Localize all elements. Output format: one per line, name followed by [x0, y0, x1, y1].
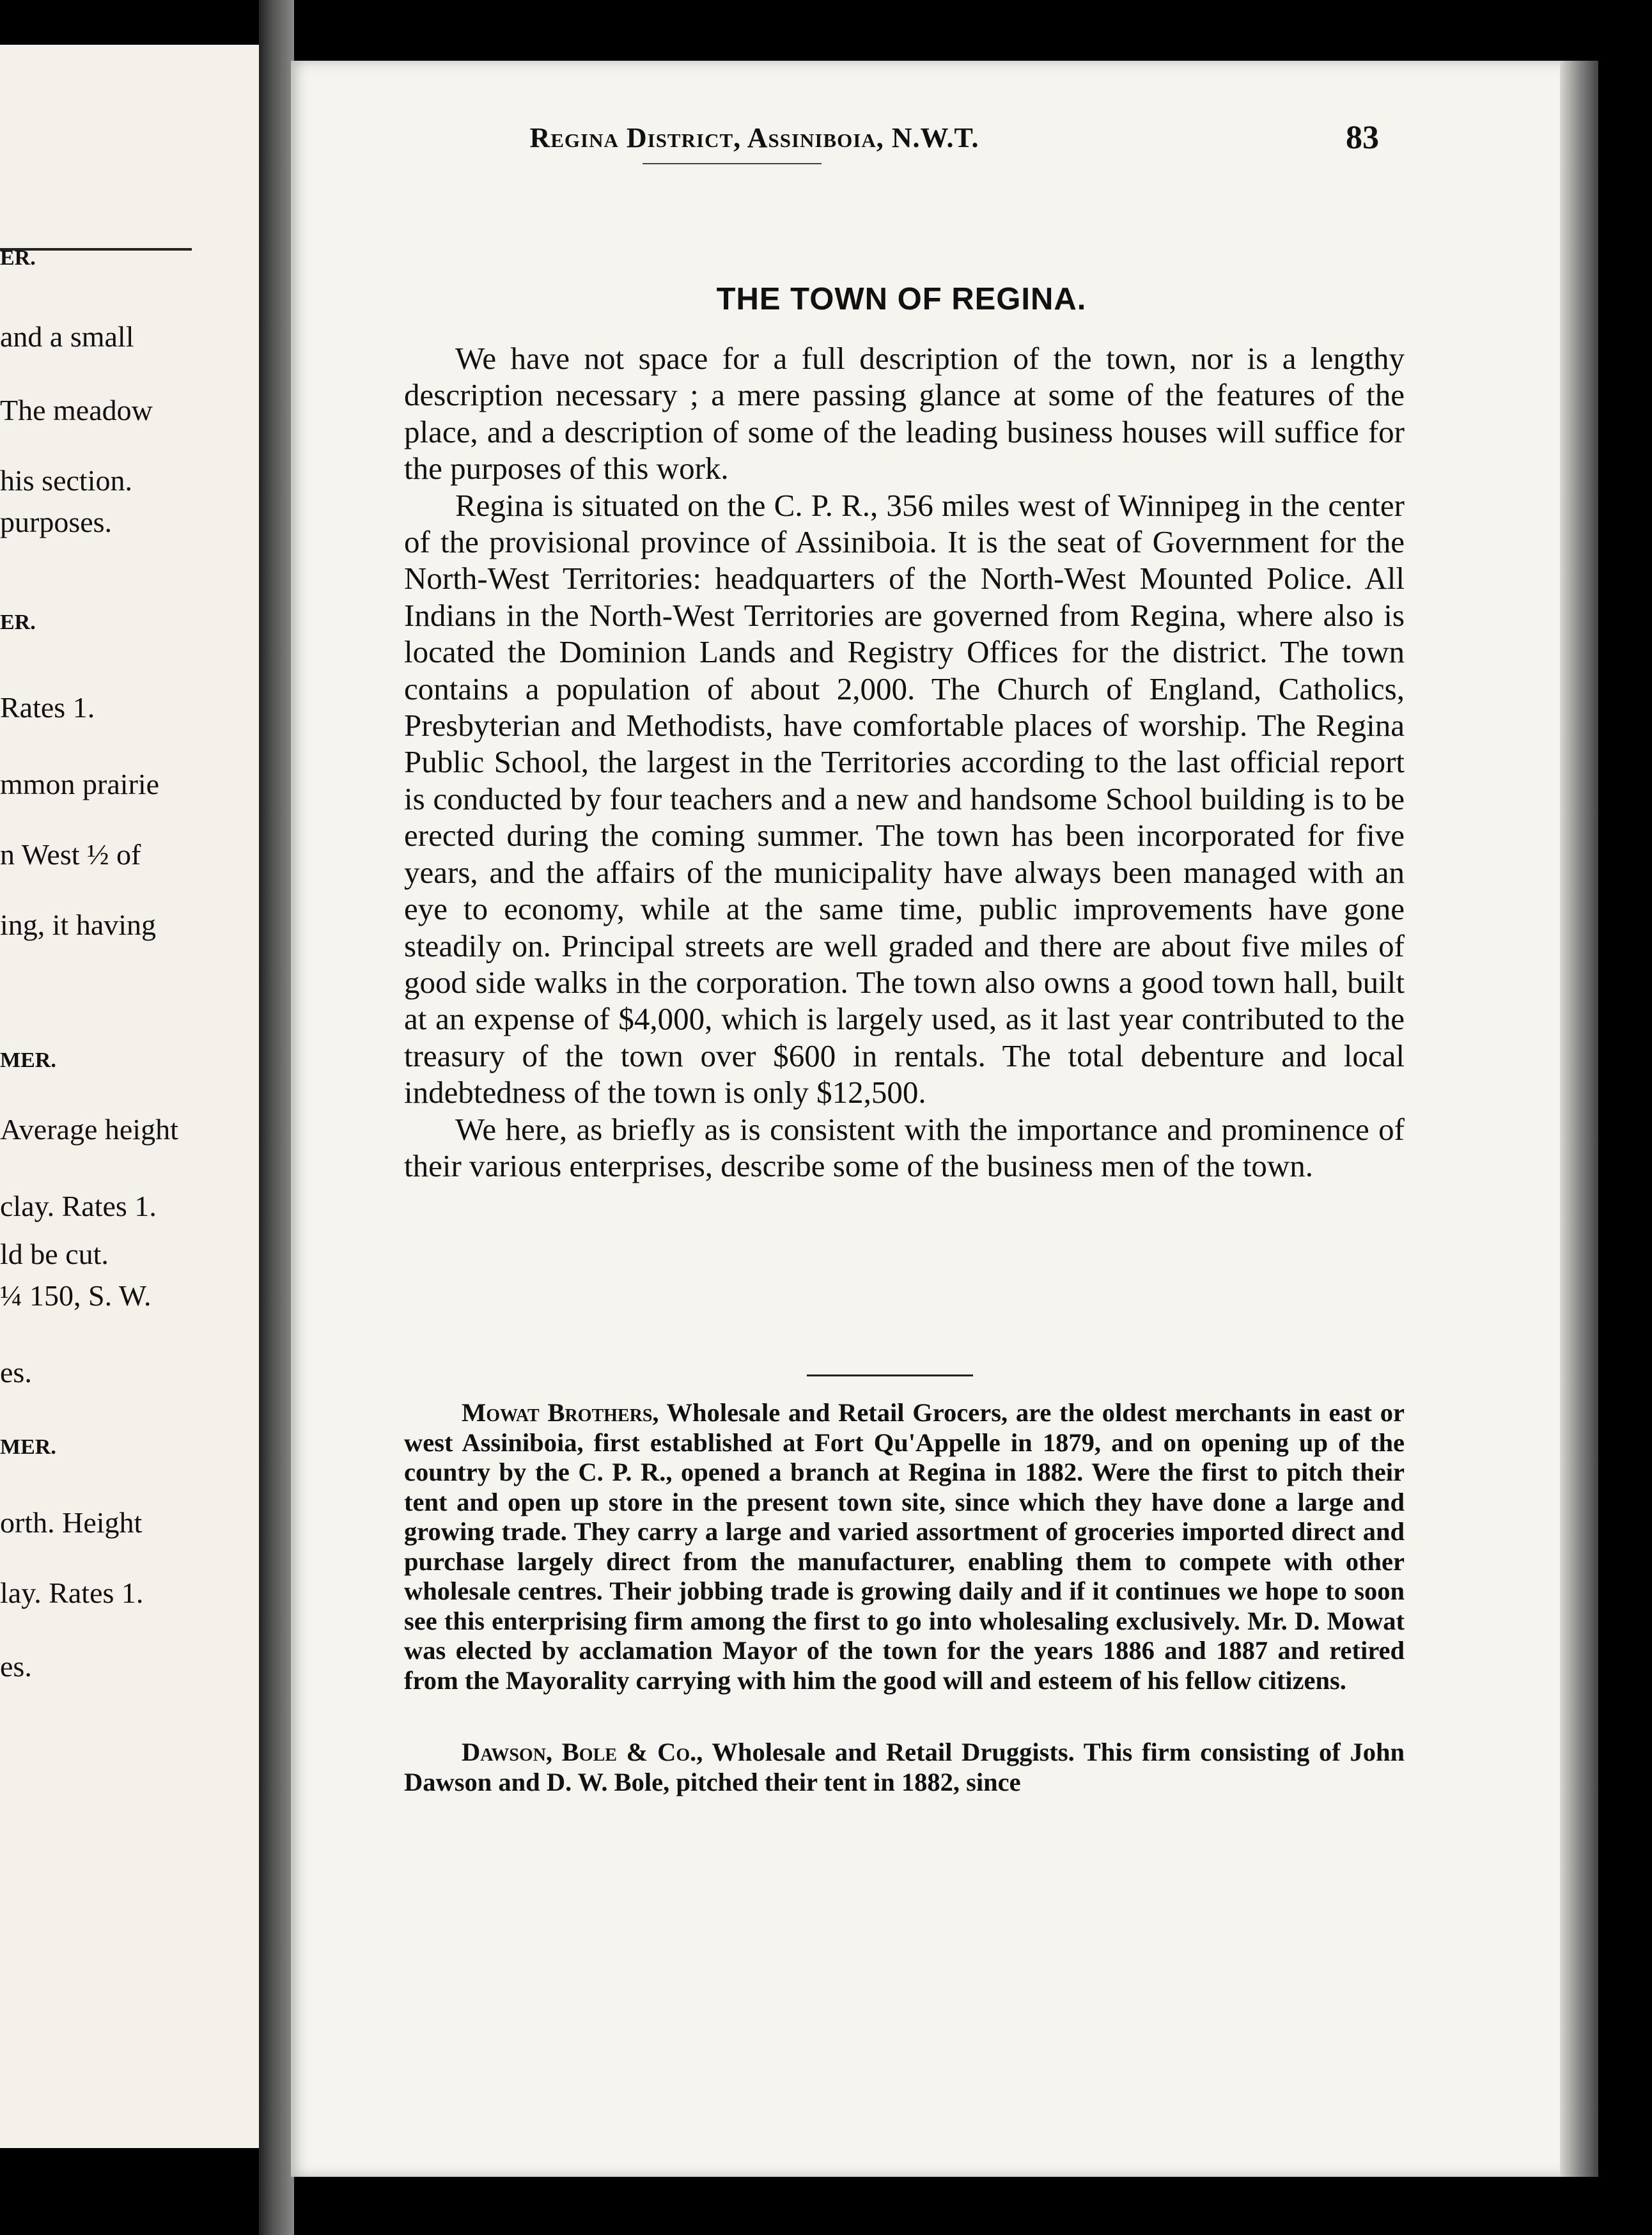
left-page-line: MER. — [0, 1435, 56, 1459]
article-title: THE TOWN OF REGINA. — [716, 282, 1087, 316]
business-name: Dawson, Bole & Co., — [462, 1738, 703, 1766]
header-rule — [643, 163, 822, 164]
page-edge — [1560, 61, 1598, 2177]
left-page-line: The meadow — [0, 394, 153, 426]
left-page-line: purposes. — [0, 506, 113, 538]
left-page-line: n West ½ of — [0, 838, 141, 871]
article-body — [404, 340, 1405, 1184]
business-entry — [404, 1738, 1405, 1797]
article-paragraph: Regina is situated on the C. P. R., 356 miles west of Winnipeg in the center of the provisional province of Assiniboia. It is the seat of Government for the North-West Territories: headquarters of the North-West Mounted Police. All Indians in the North-West Territories are governed from Regina, where also is located the Dominion Lands and Registry Offices for the district. The town contains a population of about 2,000. The Church of England, Catholics, Presbyterian and Methodists, have comfortable places of worship. The Regina Public School, the largest in the Territories according to the last official report is conducted by four teachers and a new and handsome School building is to be erected during the coming summer. The town has been incorporated for five years, and the affairs of the municipality have always been managed with an eye to economy, while at the same time, public improvements have gone steadily on. Principal streets are well graded and there are about five miles of good side walks in the corporation. The town also owns a good town hall, built at an expense of $4,000, which is largely used, as it last year contributed to the treasury of the town over $600 in rentals. The total debenture and local indebtedness of the town is only $12,500. — [404, 487, 1405, 1110]
left-page-line: Average height — [0, 1113, 178, 1146]
business-description: Wholesale and Retail Druggists. This firm consisting of John Dawson and D. W. Bole, pitched their tent in 1882, since — [404, 1738, 1405, 1796]
left-page-line: orth. Height — [0, 1506, 143, 1539]
left-facing-page — [0, 45, 259, 2148]
article-paragraph: We have not space for a full description of the town, nor is a lengthy description necessary ; a mere passing glance at some of the features of the place, and a description of some of the leading business houses will suffice for the purposes of this work. — [404, 341, 1405, 487]
left-page-line: ER. — [0, 611, 36, 634]
left-page-line: es. — [0, 1356, 32, 1389]
running-head: Regina District, Assiniboia, N.W.T. — [529, 122, 979, 153]
left-page-line: clay. Rates 1. — [0, 1190, 157, 1222]
left-page-line: ld be cut. — [0, 1238, 109, 1270]
business-name: Mowat Brothers, — [462, 1398, 659, 1427]
left-page-line: ing, it having — [0, 908, 157, 941]
business-entry — [404, 1398, 1405, 1695]
left-page-line: and a small — [0, 320, 134, 353]
page-number: 83 — [1346, 120, 1379, 156]
left-page-line: Rates 1. — [0, 691, 95, 724]
left-page-line: ER. — [0, 246, 36, 270]
book-gutter — [259, 0, 294, 2235]
business-description: Wholesale and Retail Grocers, are the oldest merchants in east or west Assiniboia, first established at Fort Qu'Appelle in 1879, and on opening up of the country by the C. P. R., opened a branch at Regina in 1882. Were the first to pitch their tent and open up store in the present town site, since which they have done a large and growing trade. They carry a large and varied assortment of groceries imported direct and purchase largely direct from the manufacturer, enabling them to compete with other wholesale centres. Their jobbing trade is growing daily and if it continues we hope to soon see this enterprising firm among the first to go into wholesaling exclusively. Mr. D. Mowat was elected by acclamation Mayor of the town for the years 1886 and 1887 and retired from the Mayorality carrying with him the good will and esteem of his fellow citizens. — [404, 1398, 1405, 1695]
left-page-line: his section. — [0, 464, 132, 497]
business-listings — [404, 1398, 1405, 1839]
left-page-line: mmon prairie — [0, 768, 160, 800]
article-paragraph: We here, as briefly as is consistent with the importance and prominence of their various enterprises, describe some of the business men of the town. — [404, 1111, 1405, 1183]
left-page-line: lay. Rates 1. — [0, 1577, 144, 1609]
left-page-line: MER. — [0, 1048, 56, 1072]
left-page-line: ¼ 150, S. W. — [0, 1279, 152, 1312]
section-divider — [807, 1374, 973, 1376]
left-page-line: es. — [0, 1650, 32, 1683]
